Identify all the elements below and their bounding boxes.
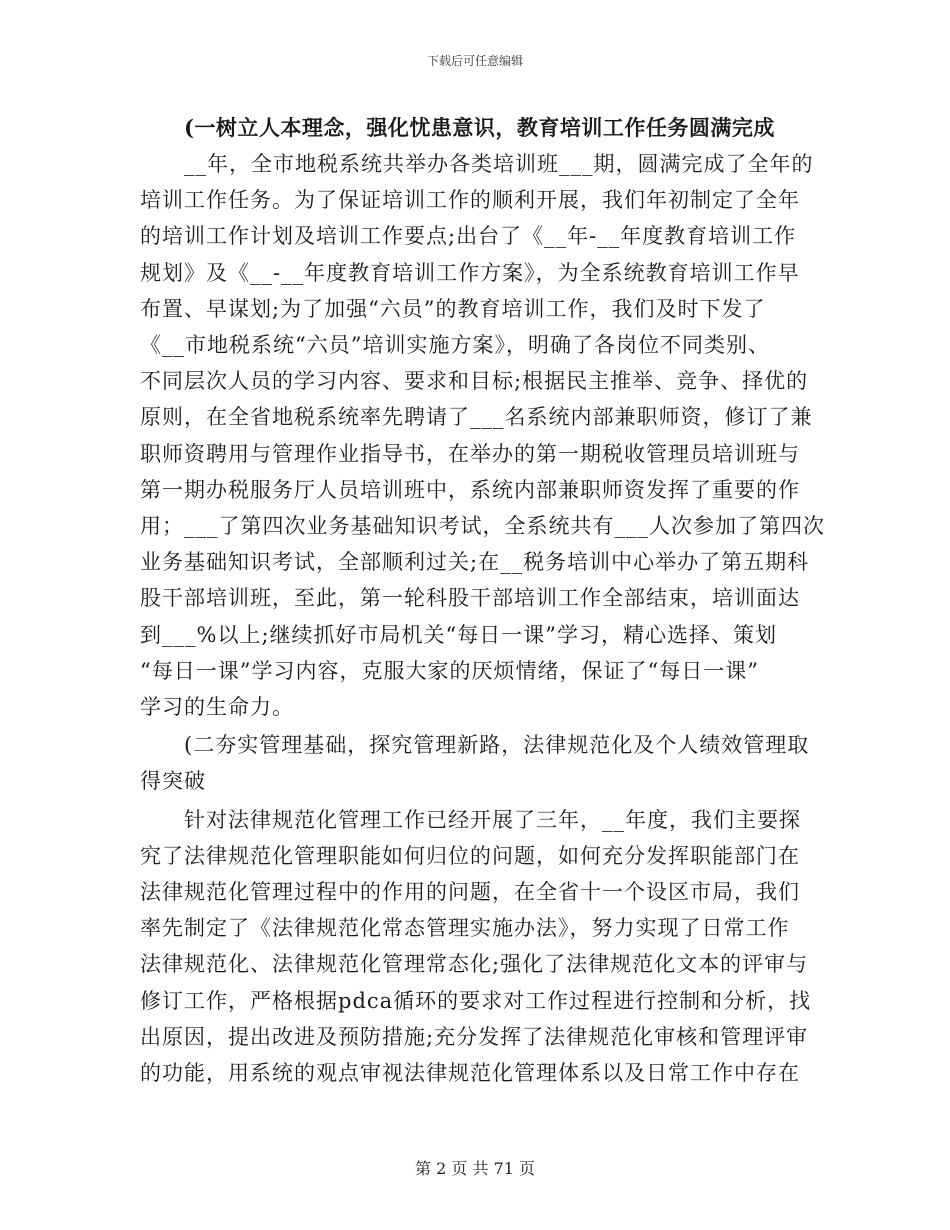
text-line: 职师资聘用与管理作业指导书，在举办的第一期税收管理员培训班与 (140, 441, 800, 466)
text-line: 到___%以上;继续抓好市局机关“每日一课”学习，精心选择、策划 (140, 622, 777, 647)
document-body (140, 110, 825, 1091)
text-line: 不同层次人员的学习内容、要求和目标;根据民主推举、竞争、择优的 (140, 369, 809, 394)
text-line: 出原因，提出改进及预防措施;充分发挥了法律规范化审核和管理评审 (140, 1024, 809, 1049)
text-line: 规划》及《__-__年度教育培训工作方案》，为全系统教育培训工作早 (140, 260, 800, 285)
text-line: __年，全市地税系统共举办各类培训班___期，圆满完成了全年的 (184, 152, 814, 176)
page-header-note: 下载后可任意编辑 (426, 54, 523, 68)
section-1-paragraph (140, 146, 825, 725)
text-line: 学习的生命力。 (140, 695, 294, 720)
text-line: 《__市地税系统“六员”培训实施方案》，明确了各岗位不同类别、 (140, 333, 770, 358)
text-line: 的功能，用系统的观点审视法律规范化管理体系以及日常工作中存在 (140, 1061, 800, 1086)
text-line: “每日一课”学习内容，克服大家的厌烦情绪，保证了“每日一课” (140, 658, 759, 683)
section-1-heading: (一树立人本理念，强化忧患意识，教育培训工作任务圆满完成 (184, 115, 775, 140)
text-line: 究了法律规范化管理职能如何归位的问题，如何充分发挥职能部门在 (140, 843, 800, 868)
text-line: 的培训工作计划及培训工作要点;出台了《__年-__年度教育培训工作 (140, 224, 797, 249)
text-line: 法律规范化、法律规范化管理常态化;强化了法律规范化文本的评审与 (140, 952, 809, 977)
text-line: 针对法律规范化管理工作已经开展了三年，__年度，我们主要探 (184, 807, 801, 832)
text-line: 法律规范化管理过程中的作用的问题，在全省十一个设区市局，我们 (140, 880, 800, 905)
text-line: 用；___了第四次业务基础知识考试，全系统共有___人次参加了第四次 (140, 514, 825, 539)
section-2-paragraph (140, 802, 810, 1092)
page-number-footer: 第 2 页 共 71 页 (415, 1159, 535, 1178)
text-line: 布置、早谋划;为了加强“六员”的教育培训工作，我们及时下发了 (140, 296, 766, 321)
text-line: 培训工作任务。为了保证培训工作的顺利开展，我们年初制定了全年 (140, 188, 800, 213)
text-line: 股干部培训班，至此，第一轮科股干部培训工作全部结束，培训面达 (140, 586, 800, 611)
text-line: 率先制定了《法律规范化常态管理实施办法》，努力实现了日常工作 (140, 916, 790, 941)
text-line: 业务基础知识考试，全部顺利过关;在__税务培训中心举办了第五期科 (140, 550, 810, 575)
heading-line: 得突破 (140, 769, 206, 794)
heading-line: (二夯实管理基础，探究管理新路，法律规范化及个人绩效管理取 (184, 733, 810, 758)
text-line: 第一期办税服务厅人员培训班中，系统内部兼职师资发挥了重要的作 (140, 477, 800, 502)
text-line: 修订工作，严格根据pdca循环的要求对工作过程进行控制和分析，找 (140, 988, 812, 1013)
text-line: 原则，在全省地税系统率先聘请了___名系统内部兼职师资，修订了兼 (140, 405, 813, 430)
section-2-heading (140, 727, 810, 799)
